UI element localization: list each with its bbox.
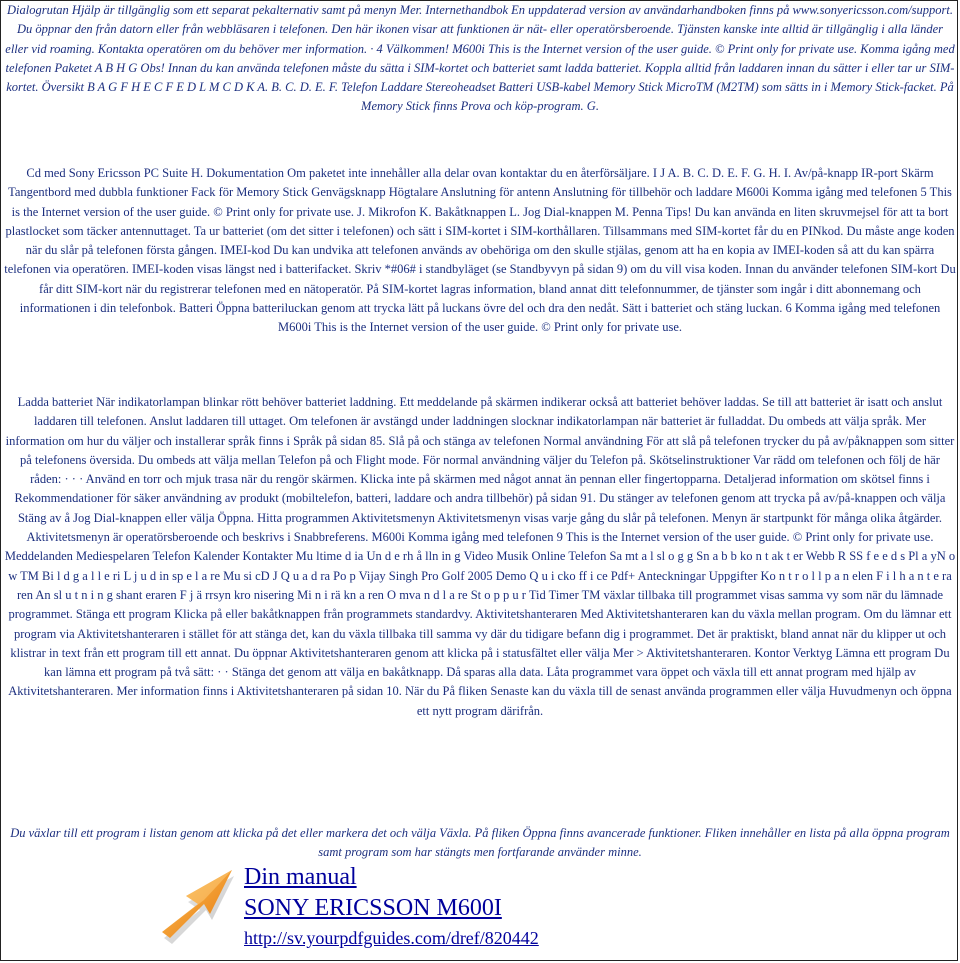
- intro-paragraph: Dialogrutan Hjälp är tillgänglig som ett separat pekalternativ samt på menyn Mer. Internethandbok En uppdaterad version av användarhandboken finns på www.sonyericsson.com/support. Du öppnar den från datorn eller från webbläsaren i telefonen. Den här ikonen visar att funktionen är nät- eller operatörsberoende. Tjänsten kanske inte alltid är tillgänglig i alla länder eller vid roaming. Kontakta operatören om du behöver mer information. · 4 Välkommen! M600i This is the Internet version of the user guide. © Print only for private use. Komma igång med telefonen Paketet A B H G Obs! Innan du kan använda telefonen måste du sätta i SIM-kortet och batteriet samt ladda batteriet. Koppla alltid från laddaren innan du sätter i eller tar ur SIM-kortet. Översikt B A G F H E C F E D L M C D K A. B. C. D. E. F. Telefon Laddare Stereoheadset Batteri USB-kabel Memory Stick MicroTM (M2TM) som sätts in i Memory Stick-facket. På Memory Stick finns Prova och köp-program. G.: [5, 3, 955, 114]
- product-link[interactable]: SONY ERICSSON M600I: [244, 895, 502, 921]
- charging-paragraph: Ladda batteriet När indikatorlampan blinkar rött behöver batteriet laddning. Ett meddelande på skärmen indikerar också att batteriet behöver laddas. Se till att batteriet är isatt och anslut laddaren till telefonen. Anslut laddaren till uttaget. Om telefonen är avstängd under laddningen slocknar indikatorlampan när batteriet är fulladdat. Du ombeds att välja språk. Mer information om hur du väljer och installerar språk finns i Språk på sidan 85. Slå på och stänga av telefonen Normal användning För att slå på telefonen trycker du på av/påknappen som sitter på telefonens översida. Du ombeds att välja mellan Telefon på och Flight mode. För normal användning väljer du Telefon på. Skötselinstruktioner Var rädd om telefonen och följ de här råden: · · · Använd en torr och mjuk trasa när du rengör skärmen. Klicka inte på skärmen med något annat än pennan eller fingertopparna. Detaljerad information om skötsel finns i Rekommendationer för säker användning av produkt (mobiltelefon, batteri, laddare och andra tillbehör) på sidan 91. Du stänger av telefonen genom att trycka på av/på-knappen och välja Stäng av å Jog Dial-knappen eller välja Öppna. Hitta programmen Aktivitetsmenyn Aktivitetsmenyn visas varje gång du slår på telefonen. Menyn är startpunkt för många olika åtgärder. Aktivitetsmenyn är operatörsberoende och beskrivs i Snabbreferens. M600i Komma igång med telefonen 9 This is the Internet version of the user guide. © Print only for private use. Meddelanden Mediespelaren Telefon Kalender Kontakter Mu ltime d ia Un d e rh å lln in g Video Musik Online Telefon Sa mt a l sl o g g Sn a b b ko n t ak t er Webb R SS f e e d s Pl a yN o w TM Bi l d g a l l e ri L j u d in sp e l a re Mu si cD J Q u a d ra Po p Vijay Singh Pro Golf 2005 Demo Q u i cko ff i ce Pdf+ Anteckningar Uppgifter Ko n t r o l l p a n elen F i l h a n t e ra ren An sl u t n i n g shant eraren F j ä rrsyn kro nisering Mi n i rä kn a ren O mva n d l a re St o p p u r Tid Timer TM växlar tillbaka till programmet visas samma vy som när du lämnade programmet. Stänga ett program Klicka på eller bakåtknappen från programmets standardvy. Aktivitetshanteraren Med Aktivitetshanteraren kan du växla mellan program. Om du lämnar ett program via Aktivitetshanteraren i stället för att stänga det, kan du växla tillbaka till samma vy där du tidigare befann dig i programmet. Det är praktiskt, bland annat när du klipper ut och klistrar in text från ett program till ett annat. Du öppnar Aktivitetshanteraren genom att klicka på i statusfältet eller välja Mer > Aktivitetshanteraren. Kontor Verktyg Lämna ett program Du kan lämna ett program på två sätt: · · Stänga det genom att välja en bakåtknapp. Då sparas alla data. Låta programmet vara öppet och växla till ett annat program med hjälp av Aktivitetshanteraren. Mer information finns i Aktivitetshanteraren på sidan 10. När du På fliken Senaste kan du växla till de senast använda programmen eller välja Huvudmenyn och öppna ett nytt program därifrån.: [4, 395, 956, 718]
- package-overview-paragraph: Cd med Sony Ericsson PC Suite H. Dokumentation Om paketet inte innehåller alla delar ovan kontaktar du en återförsäljare. I J A. B. C. D. E. F. G. H. I. Av/på-knapp IR-port Skärm Tangentbord med dubbla funktioner Fack för Memory Stick Genvägsknapp Högtalare Anslutning för antenn Anslutning för tillbehör och laddare M600i Komma igång med telefonen 5 This is the Internet version of the user guide. © Print only for private use. J. Mikrofon K. Bakåtknappen L. Jog Dial-knappen M. Penna Tips! Du kan använda en liten skruvmejsel för att ta bort plastlocket som täcker antennuttaget. Ta ur batteriet (om det sitter i telefonen) och sätt i SIM-kortet i SIM-korthållaren. Tillsammans med SIM-kortet får du en PINkod. Du måste ange koden när du slår på telefonen första gången. IMEI-kod Du kan undvika att telefonen används av obehöriga om den skulle stjälas, genom att ha en kopia av IMEI-koden så att du kan spärra telefonen via operatören. IMEI-koden visas längst ned i batterifacket. Skriv *#06# i standbyläget (se Standbyvyn på sidan 9) om du vill visa koden. Innan du använder telefonen SIM-kort Du får ditt SIM-kort när du registrerar telefonen med en nätoperatör. På SIM-kortet lagras information, bland annat ditt telefonnummer, de tjänster som ingår i ditt abonnemang och informationen i din telefonbok. Batteri Öppna batteriluckan genom att trycka lätt på luckans övre del och dra den nedåt. Sätt i batteriet och stäng luckan. 6 Komma igång med telefonen M600i This is the Internet version of the user guide. © Print only for private use.: [4, 166, 956, 335]
- footer-links: [244, 862, 539, 950]
- manual-footer: [160, 862, 720, 952]
- orange-arrow-logo-icon: [160, 866, 238, 946]
- manual-link[interactable]: Din manual: [244, 864, 357, 890]
- guide-url-link[interactable]: http://sv.yourpdfguides.com/dref/820442: [244, 928, 539, 948]
- switching-paragraph: Du växlar till ett program i listan genom att klicka på det eller markera det och välja Växla. På fliken Öppna finns avancerade funktioner. Fliken innehåller en lista på alla öppna program samt program som har stängts men fortfarande använder minne.: [10, 826, 950, 860]
